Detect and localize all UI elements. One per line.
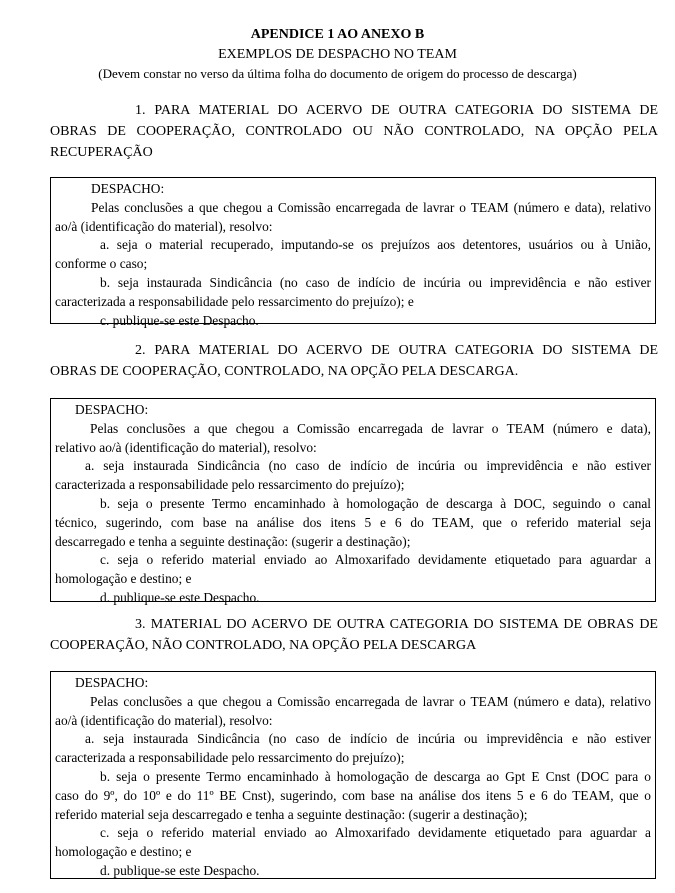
appendix-subtitle: EXEMPLOS DE DESPACHO NO TEAM [218, 47, 457, 62]
box-line: ao/à (identificação do material), resolvo: [55, 218, 273, 234]
box-line: Pelas conclusões a que chegou a Comissão encarregada de lavrar o TEAM (número e data), relativo [90, 693, 651, 709]
section-1-despacho-box [50, 177, 656, 328]
box-line: a. seja instaurada Sindicância (no caso de indício de incúria ou imprevidência e não estiver [85, 458, 651, 474]
section-heading-line: OBRAS DE COOPERAÇÃO, CONTROLADO OU NÃO CONTROLADO, NA OPÇÃO PELA [50, 124, 658, 139]
box-line: caso do 9º, do 10º e do 11º BE Cnst), sugerindo, com base na análise dos itens 5 e 6 do TEAM, que o [55, 787, 651, 803]
box-line: a. seja instaurada Sindicância (no caso de indício de incúria ou imprevidência e não estiver [85, 731, 651, 747]
box-line: técnico, sugerindo, com base na análise dos itens 5 e 6 do TEAM, que o referido material seja [55, 514, 651, 530]
box-line: caracterizada a responsabilidade pelo ressarcimento do prejuízo); [55, 750, 405, 766]
section-2-despacho-box [50, 398, 656, 605]
box-line: relativo ao/à (identificação do material), resolvo: [55, 439, 317, 455]
box-line: d. publique-se este Despacho. [100, 589, 260, 605]
section-heading-line: 3. MATERIAL DO ACERVO DE OUTRA CATEGORIA DO SISTEMA DE OBRAS DE [135, 617, 658, 632]
despacho-label: DESPACHO: [75, 402, 149, 417]
section-heading-line: 2. PARA MATERIAL DO ACERVO DE OUTRA CATEGORIA DO SISTEMA DE [135, 343, 658, 358]
box-line: caracterizada a responsabilidade pelo ressarcimento do prejuízo); e [55, 293, 414, 309]
box-line: caracterizada a responsabilidade pelo ressarcimento do prejuízo); [55, 477, 405, 493]
section-heading-line: OBRAS DE COOPERAÇÃO, CONTROLADO, NA OPÇÃO PELA DESCARGA. [50, 364, 519, 379]
box-line: conforme o caso; [55, 256, 148, 272]
appendix-title: APENDICE 1 AO ANEXO B [250, 27, 425, 42]
box-line: b. seja o presente Termo encaminhado à homologação de descarga à DOC, seguindo o canal [100, 495, 651, 511]
section-2-heading [50, 340, 658, 382]
box-line: referido material seja descarregado e tenha a seguinte destinação: (sugerir a destinação); [55, 806, 528, 822]
box-line: a. seja o material recuperado, imputando-se os prejuízos aos detentores, usuários ou à União, [100, 237, 651, 253]
box-line: homologação e destino; e [55, 571, 192, 587]
box-line: descarregado e tenha a seguinte destinação: (sugerir a destinação); [55, 533, 411, 549]
box-line: b. seja o presente Termo encaminhado à homologação de descarga ao Gpt E Cnst (DOC para o [100, 768, 651, 784]
section-heading-line: COOPERAÇÃO, NÃO CONTROLADO, NA OPÇÃO PELA DESCARGA [50, 638, 477, 653]
appendix-note: (Devem constar no verso da última folha do documento de origem do processo de descarga) [98, 66, 577, 81]
box-line: c. seja o referido material enviado ao Almoxarifado devidamente etiquetado para aguardar a [100, 552, 651, 568]
section-1-heading [50, 100, 658, 163]
box-line: c. publique-se este Despacho. [100, 312, 259, 328]
section-heading-line: RECUPERAÇÃO [50, 145, 153, 160]
box-line: Pelas conclusões a que chegou a Comissão encarregada de lavrar o TEAM (número e data), relativo [91, 199, 651, 215]
section-3-despacho-box [50, 671, 656, 879]
section-heading-line: 1. PARA MATERIAL DO ACERVO DE OUTRA CATEGORIA DO SISTEMA DE [135, 103, 658, 118]
despacho-label: DESPACHO: [75, 675, 149, 690]
section-3-heading [50, 614, 658, 656]
box-line: ao/à (identificação do material), resolvo: [55, 712, 273, 728]
box-line: b. seja instaurada Sindicância (no caso de indício de incúria ou imprevidência e não estiver [100, 274, 651, 290]
box-line: Pelas conclusões a que chegou a Comissão encarregada de lavrar o TEAM (número e data), [90, 420, 651, 436]
box-line: homologação e destino; e [55, 844, 192, 860]
box-line: d. publique-se este Despacho. [100, 862, 260, 878]
despacho-label: DESPACHO: [91, 181, 165, 196]
box-line: c. seja o referido material enviado ao Almoxarifado devidamente etiquetado para aguardar a [100, 825, 651, 841]
